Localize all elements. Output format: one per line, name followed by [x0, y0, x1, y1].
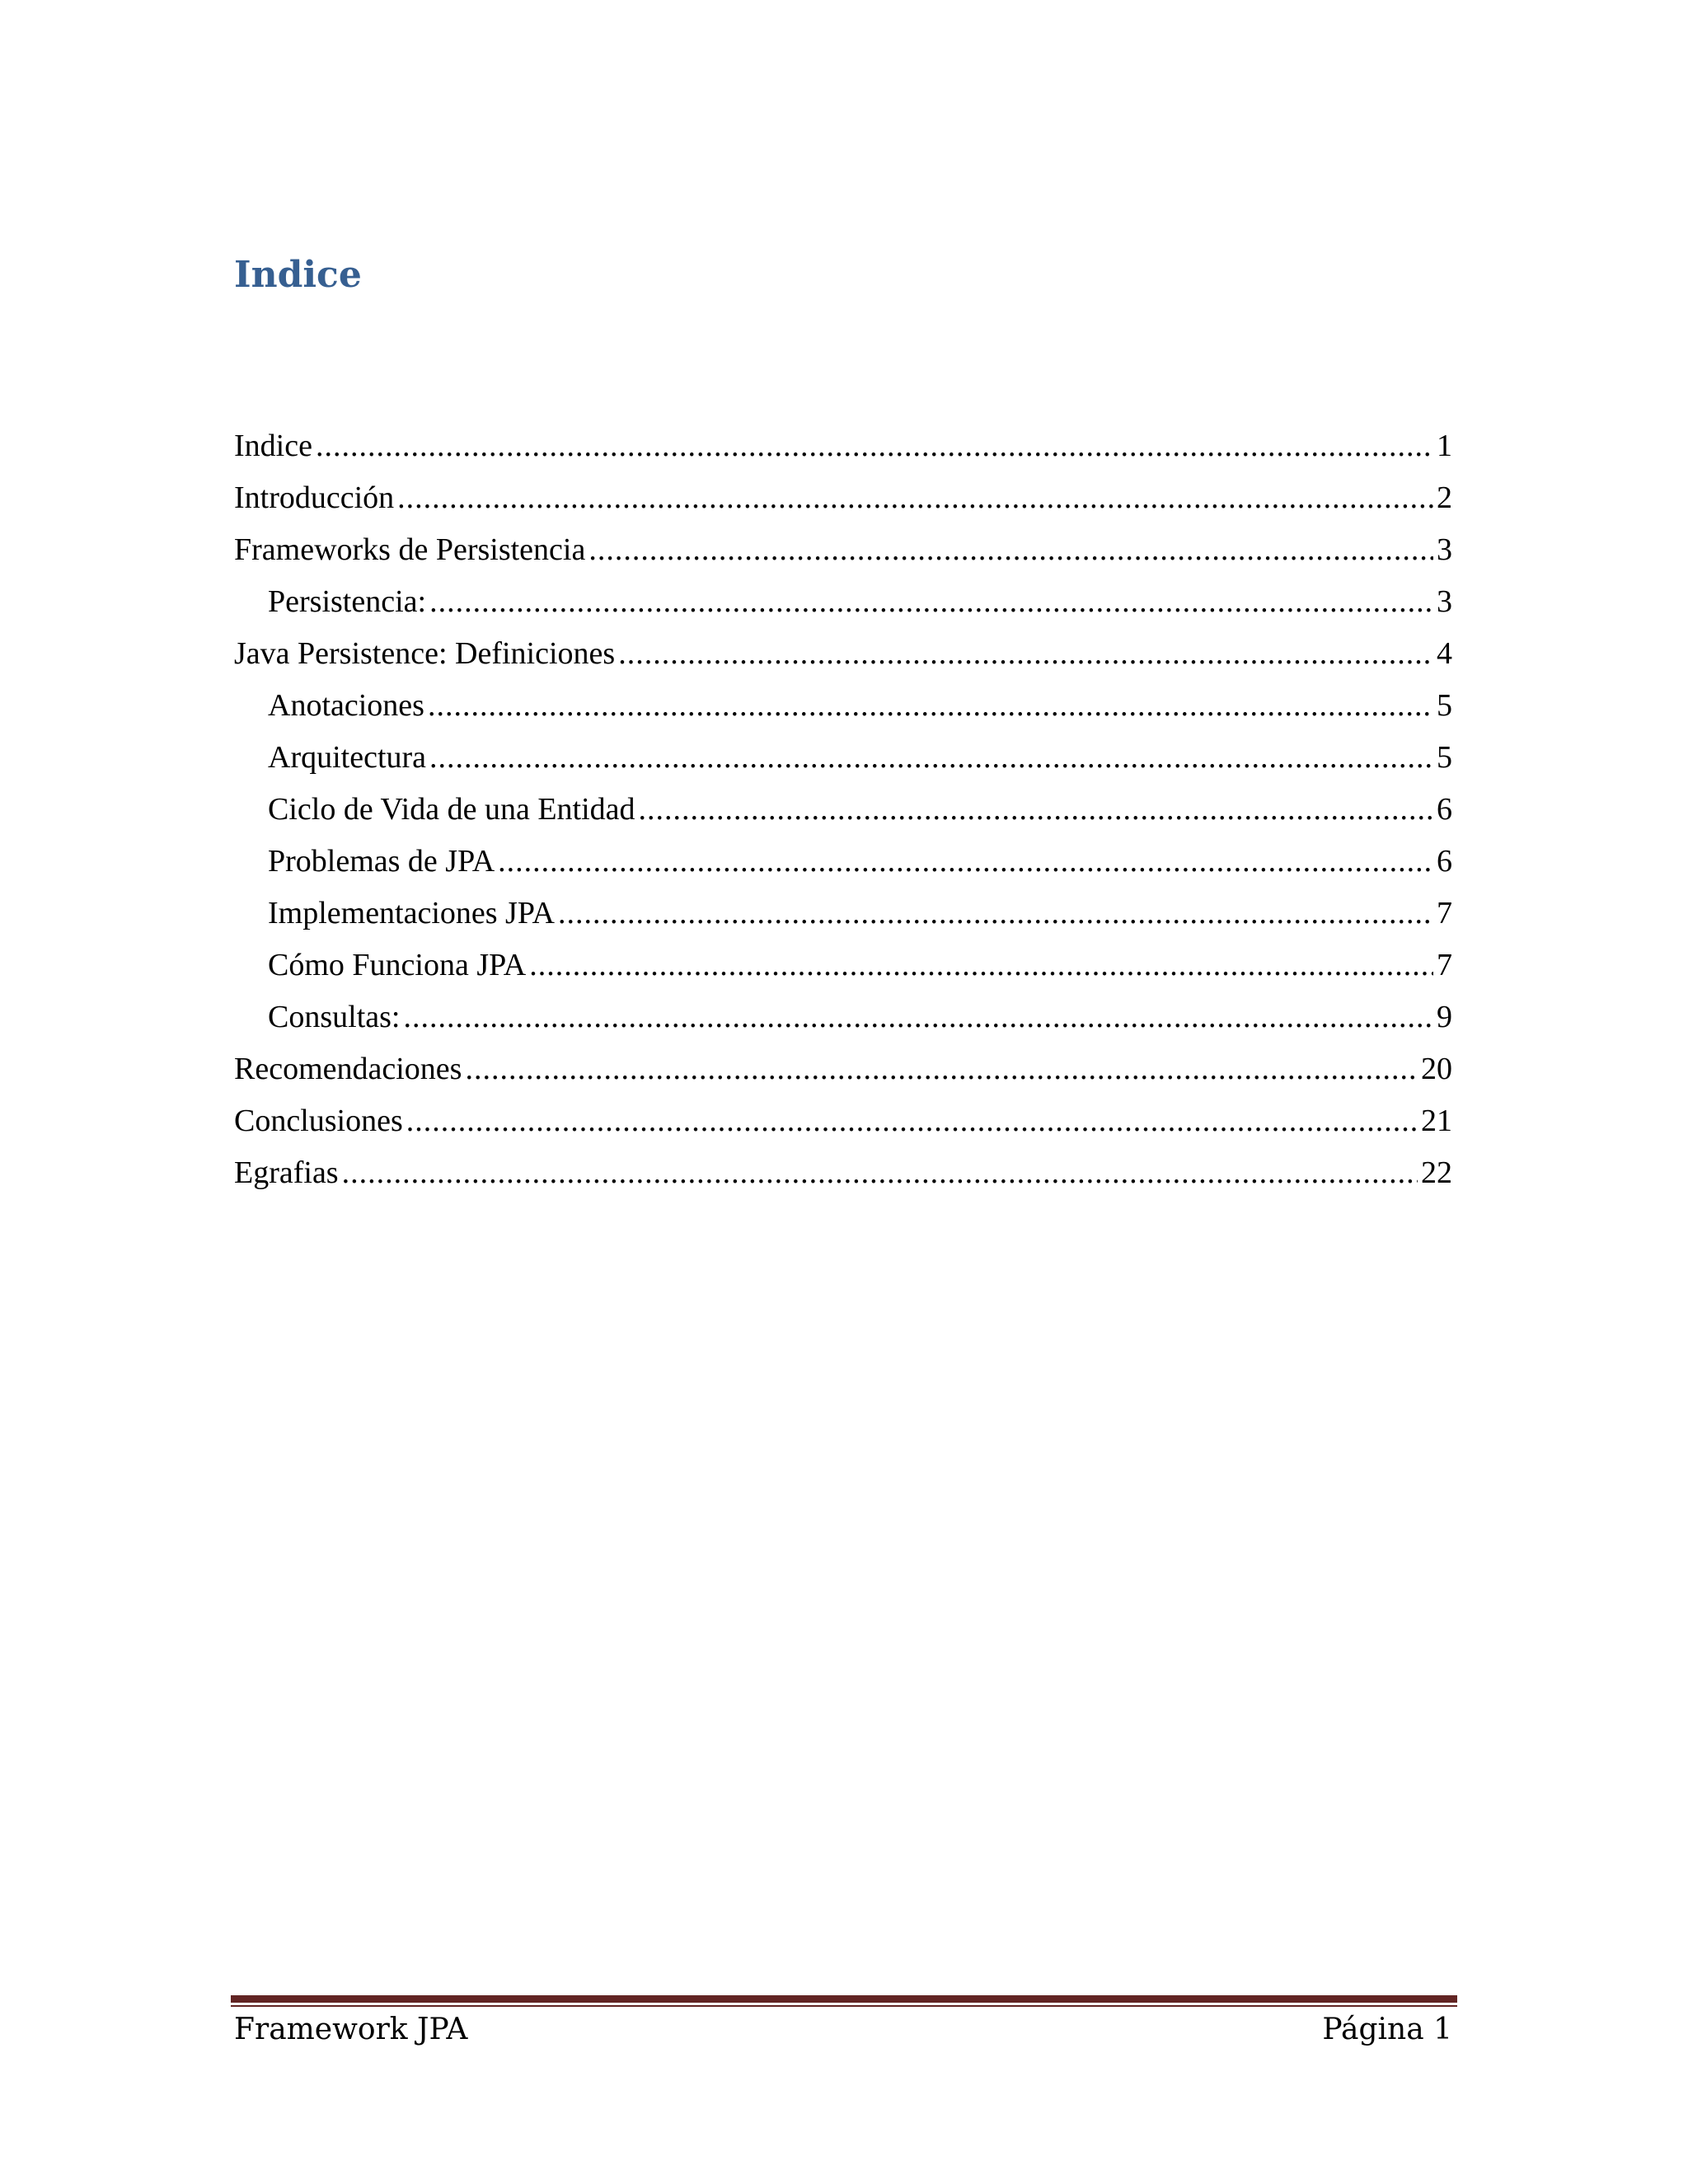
toc-entry-title: Frameworks de Persistencia — [234, 532, 586, 567]
page-heading: Indice — [234, 254, 362, 296]
toc-entry-title: Implementaciones JPA — [268, 896, 555, 930]
toc-entry-page-number: 7 — [1437, 896, 1452, 930]
toc-entry-page-number: 7 — [1437, 948, 1452, 982]
toc-entry[interactable] — [234, 784, 1452, 836]
toc-dot-leader — [618, 628, 1433, 680]
toc-entry[interactable] — [234, 680, 1452, 732]
toc-entry[interactable] — [234, 732, 1452, 784]
toc-entry-title: Indice — [234, 429, 312, 463]
toc-entry-page-number: 3 — [1437, 532, 1452, 567]
toc-dot-leader — [428, 680, 1433, 732]
toc-dot-leader — [429, 732, 1433, 784]
toc-entry-title: Java Persistence: Definiciones — [234, 636, 616, 671]
toc-entry-page-number: 9 — [1437, 1000, 1452, 1034]
toc-entry-page-number: 5 — [1437, 740, 1452, 775]
toc-entry-title: Egrafias — [234, 1155, 339, 1190]
toc-dot-leader — [406, 1095, 1418, 1147]
toc-dot-leader — [558, 888, 1433, 940]
toc-entry-title: Recomendaciones — [234, 1052, 462, 1086]
toc-entry[interactable] — [234, 1095, 1452, 1147]
toc-entry[interactable] — [234, 524, 1452, 576]
toc-entry-title: Anotaciones — [268, 688, 424, 723]
toc-entry-page-number: 2 — [1437, 480, 1452, 515]
toc-dot-leader — [397, 472, 1433, 524]
toc-entry-page-number: 5 — [1437, 688, 1452, 723]
toc-entry[interactable] — [234, 628, 1452, 680]
footer-rule-thin — [231, 2005, 1457, 2007]
toc-entry-title: Conclusiones — [234, 1104, 403, 1138]
toc-dot-leader — [465, 1043, 1418, 1095]
toc-entry-title: Ciclo de Vida de una Entidad — [268, 792, 635, 827]
footer-rule — [231, 1995, 1457, 2003]
toc-entry[interactable] — [234, 888, 1452, 940]
toc-entry[interactable] — [234, 991, 1452, 1043]
footer-document-title: Framework JPA — [234, 2013, 468, 2046]
toc-dot-leader — [529, 940, 1433, 991]
toc-entry[interactable] — [234, 472, 1452, 524]
toc-entry-page-number: 6 — [1437, 844, 1452, 879]
toc-dot-leader — [403, 991, 1433, 1043]
toc-entry-title: Persistencia: — [268, 584, 427, 619]
toc-dot-leader — [342, 1147, 1418, 1199]
toc-entry-page-number: 1 — [1437, 429, 1452, 463]
toc-entry-page-number: 20 — [1421, 1052, 1452, 1086]
toc-entry-page-number: 4 — [1437, 636, 1452, 671]
toc-entry-title: Consultas: — [268, 1000, 401, 1034]
toc-dot-leader — [429, 576, 1433, 628]
toc-entry[interactable] — [234, 1147, 1452, 1199]
toc-entry[interactable] — [234, 836, 1452, 888]
toc-entry[interactable] — [234, 1043, 1452, 1095]
toc-entry-title: Problemas de JPA — [268, 844, 495, 879]
toc-entry-page-number: 22 — [1421, 1155, 1452, 1190]
toc-entry-page-number: 6 — [1437, 792, 1452, 827]
footer-page-number: Página 1 — [1322, 2013, 1452, 2046]
toc-entry[interactable] — [234, 940, 1452, 991]
toc-dot-leader — [639, 784, 1433, 836]
toc-dot-leader — [588, 524, 1433, 576]
table-of-contents — [234, 420, 1452, 1199]
toc-entry-page-number: 3 — [1437, 584, 1452, 619]
toc-dot-leader — [498, 836, 1433, 888]
toc-entry-title: Cómo Funciona JPA — [268, 948, 527, 982]
toc-entry-page-number: 21 — [1421, 1104, 1452, 1138]
toc-dot-leader — [316, 420, 1433, 472]
toc-entry-title: Arquitectura — [268, 740, 427, 775]
toc-entry[interactable] — [234, 420, 1452, 472]
toc-entry[interactable] — [234, 576, 1452, 628]
toc-entry-title: Introducción — [234, 480, 395, 515]
